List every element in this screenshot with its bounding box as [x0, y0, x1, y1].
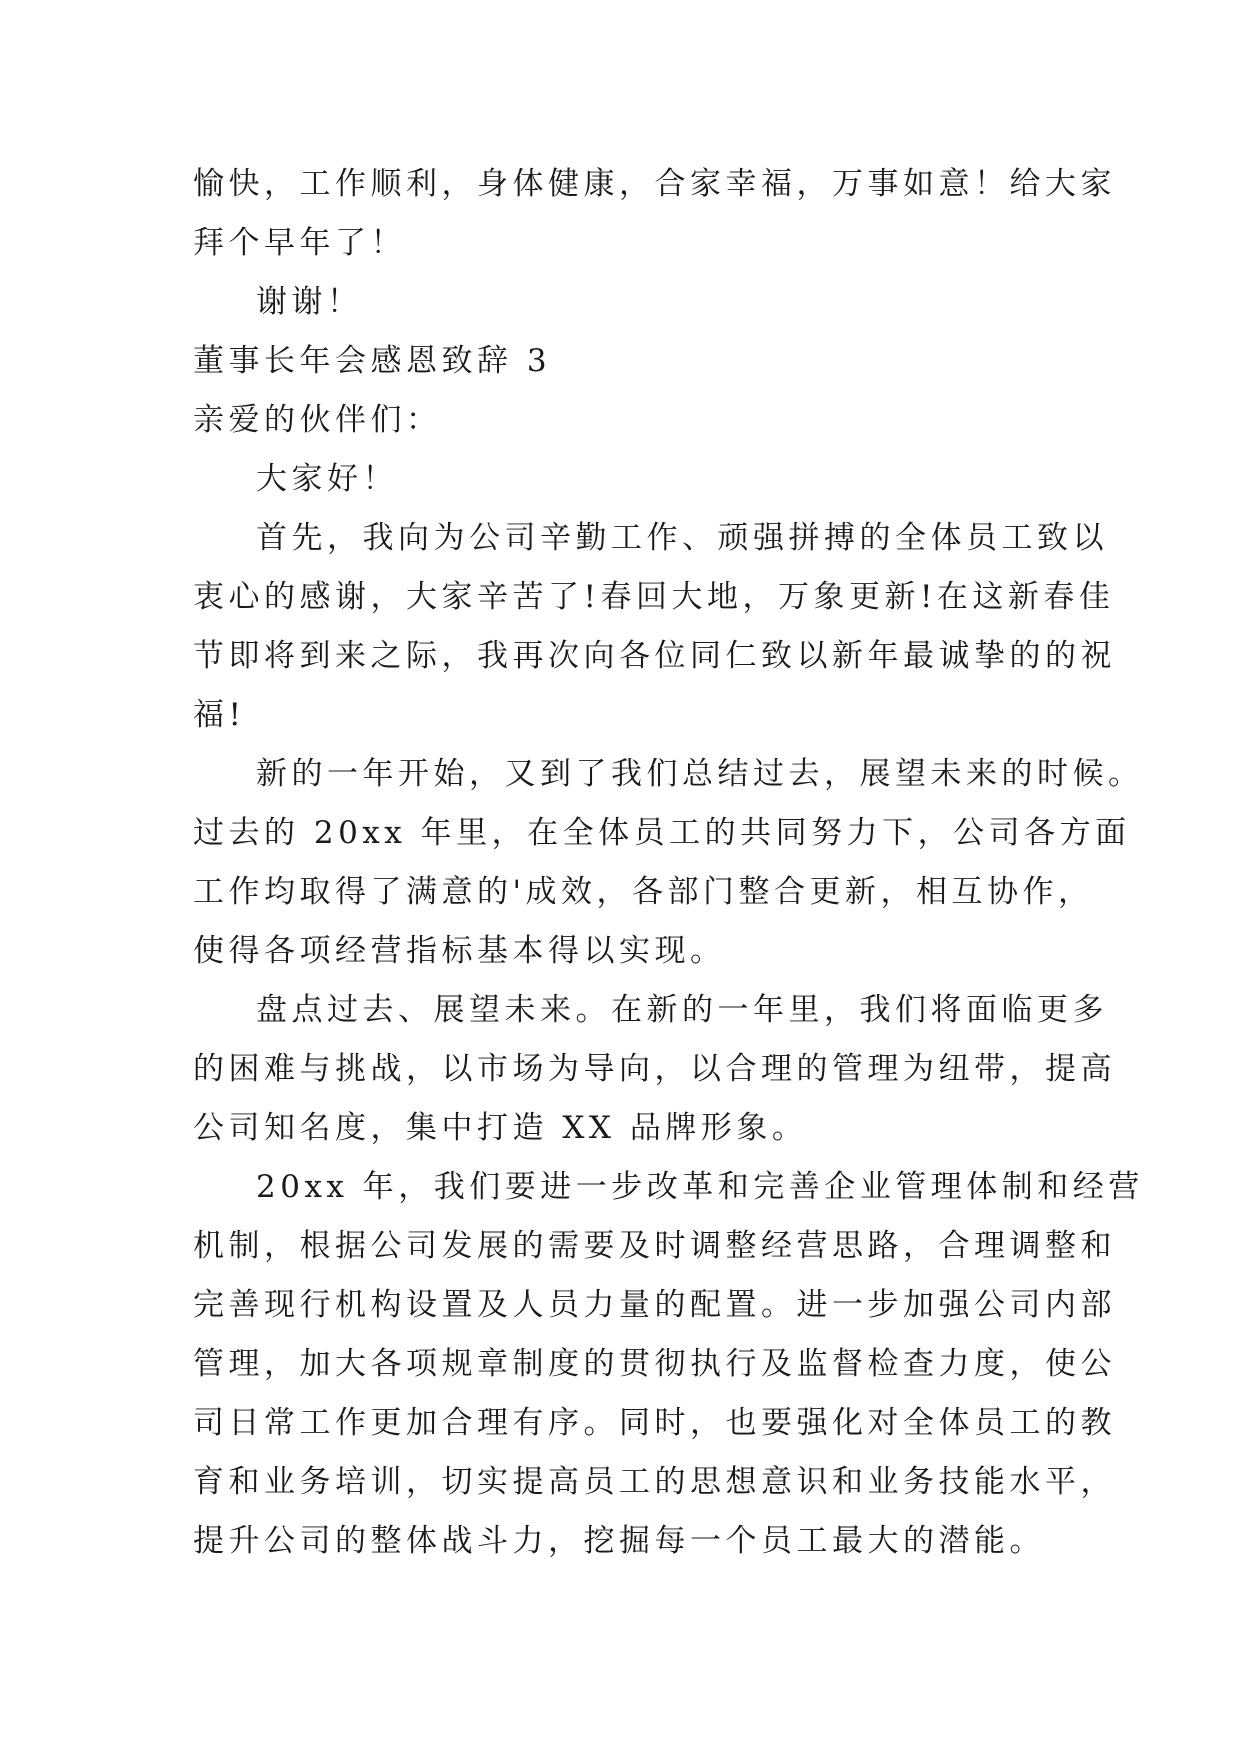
salutation: 亲爱的伙伴们：	[193, 402, 442, 438]
text-line: 拜个早年了！	[193, 225, 406, 261]
text-line: 20xx 年，我们要进一步改革和完善企业管理体制和经营	[256, 1169, 1144, 1205]
text-line: 提升公司的整体战斗力，挖掘每一个员工最大的潜能。	[193, 1523, 1045, 1559]
text-line: 节即将到来之际，我再次向各位同仁致以新年最诚挚的的祝	[193, 638, 1116, 674]
text-line: 盘点过去、展望未来。在新的一年里，我们将面临更多	[256, 992, 1108, 1028]
text-line: 管理，加大各项规章制度的贯彻执行及监督检查力度，使公	[193, 1346, 1116, 1382]
text-line: 公司知名度，集中打造 XX 品牌形象。	[193, 1110, 808, 1146]
text-line: 完善现行机构设置及人员力量的配置。进一步加强公司内部	[193, 1287, 1116, 1323]
text-line: 育和业务培训，切实提高员工的思想意识和业务技能水平，	[193, 1464, 1116, 1500]
text-line: 使得各项经营指标基本得以实现。	[193, 933, 726, 969]
text-line: 首先，我向为公司辛勤工作、顽强拼搏的全体员工致以	[256, 520, 1108, 556]
text-line: 大家好！	[256, 461, 398, 497]
text-line: 新的一年开始，又到了我们总结过去，展望未来的时候。	[256, 756, 1144, 792]
text-line: 过去的 20xx 年里，在全体员工的共同努力下，公司各方面	[193, 815, 1131, 851]
text-line: 衷心的感谢，大家辛苦了!春回大地，万象更新!在这新春佳	[193, 579, 1115, 615]
section-heading: 董事长年会感恩致辞 3	[193, 343, 552, 379]
text-line: 机制，根据公司发展的需要及时调整经营思路，合理调整和	[193, 1228, 1116, 1264]
text-line: 谢谢！	[256, 284, 363, 320]
text-line: 的困难与挑战，以市场为导向，以合理的管理为纽带，提高	[193, 1051, 1116, 1087]
text-line: 愉快，工作顺利，身体健康，合家幸福，万事如意！给大家	[193, 166, 1116, 202]
text-line: 司日常工作更加合理有序。同时，也要强化对全体员工的教	[193, 1405, 1116, 1441]
text-line: 福!	[193, 697, 246, 733]
text-line: 工作均取得了满意的'成效，各部门整合更新，相互协作，	[193, 874, 1094, 910]
